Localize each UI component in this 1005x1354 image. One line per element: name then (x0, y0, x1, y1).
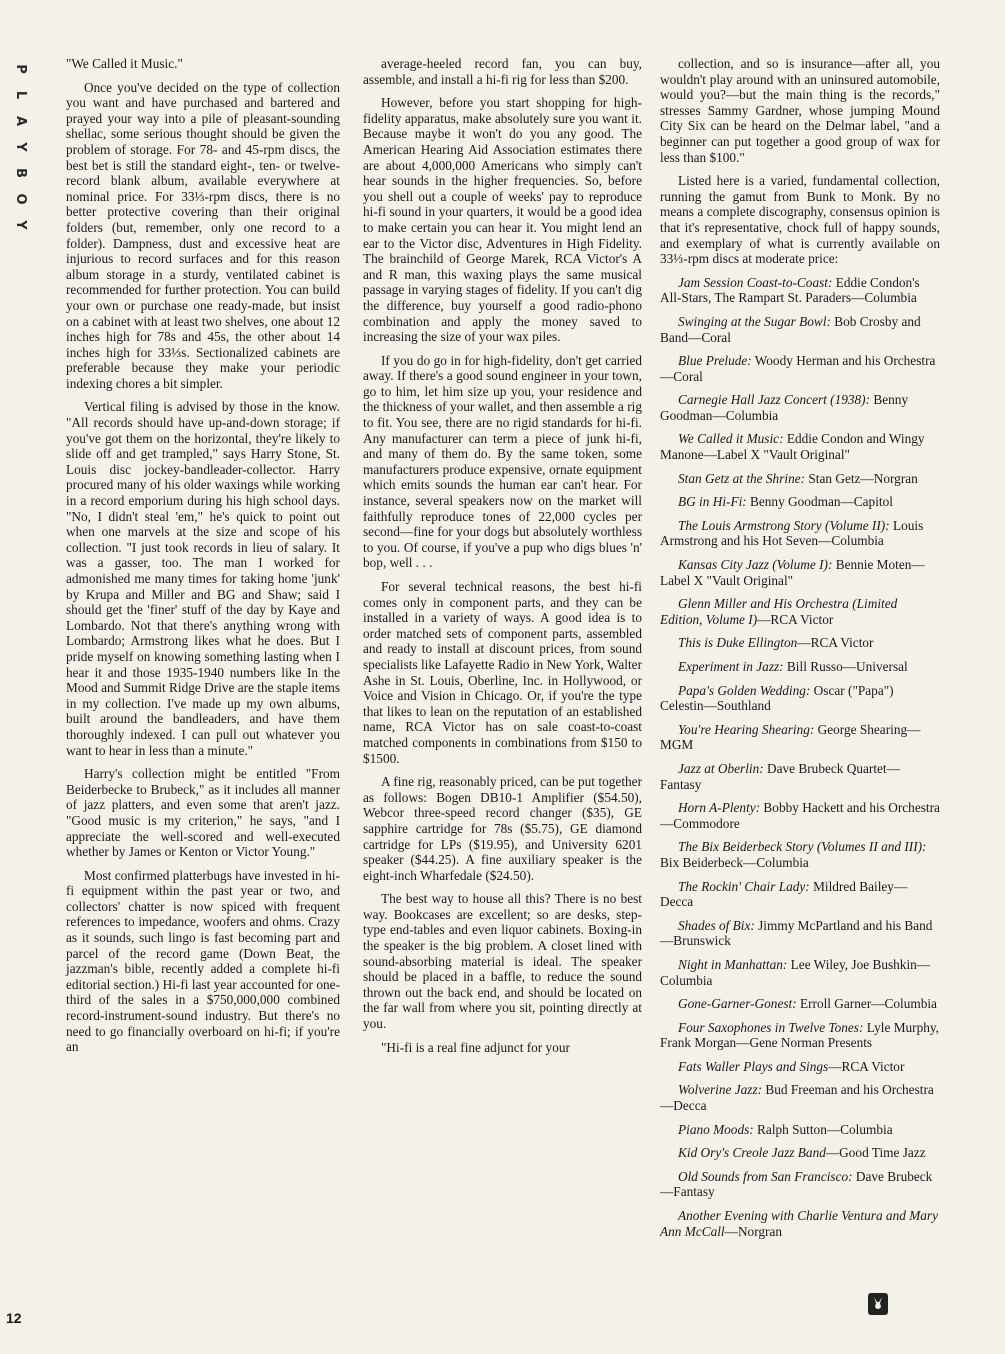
album-artist-label: Bill Russo—Universal (783, 659, 908, 674)
discography-entry (660, 431, 940, 462)
discography-entry (660, 596, 940, 627)
album-artist-label: Bob Crosby and Band—Coral (660, 313, 921, 345)
magazine-masthead-vertical (6, 56, 26, 238)
paragraph: Listed here is a varied, fundamental collection, running the gamut from Bunk to Monk. By no means a complete discography, consensus opinion is that it's representative, chock full of happy sounds, and exemplary of what is currently available on 33⅓-rpm discs at moderate price: (660, 173, 940, 267)
discography-entry (660, 494, 940, 510)
album-artist-label: Lee Wiley, Joe Bushkin—Columbia (660, 956, 931, 988)
paragraph: For several technical reasons, the best hi-fi comes only in component parts, and they can be installed in a variety of ways. A good idea is to order matched sets of component parts, assembled and ready to install at discount prices, from sound specialists like Lafayette Radio in New York, Walter Ashe in St. Louis, Oberline, Inc. in Hollywood, or Voice and Vision in Chicago. Or, if you're the type that likes to lean on the reputation of an established name, RCA Victor has on sale coast-to-coast matched components in combinations from $150 to $1500. (363, 579, 642, 766)
album-title: Another Evening with Charlie Ventura and Mary Ann McCall (660, 1208, 938, 1239)
album-artist-label: Lyle Murphy, Frank Morgan—Gene Norman Presents (660, 1019, 939, 1051)
album-title: Shades of Bix: (678, 917, 755, 933)
album-title: Jam Session Coast-to-Coast: (678, 274, 833, 290)
album-artist-label: Bennie Moten—Label X "Vault Original" (660, 557, 925, 588)
album-artist-label: —Good Time Jazz (825, 1145, 926, 1161)
album-title: Swinging at the Sugar Bowl: (678, 313, 831, 329)
album-title: Jazz at Oberlin: (678, 760, 764, 776)
paragraph: Harry's collection might be entitled "From Beiderbecke to Brubeck," as it includes all manner of jazz platters, and even some that aren't jazz. "Good music is my criterion," he says, "and I appreciate the well-scored and well-executed whether by James or Kenton or Victor Young." (66, 766, 340, 860)
masthead-letter: O (13, 193, 28, 205)
discography-entry (660, 1145, 940, 1161)
album-title: The Louis Armstrong Story (Volume II): (678, 517, 890, 533)
discography-entry (660, 957, 940, 988)
album-title: Wolverine Jazz: (678, 1082, 763, 1098)
album-artist-label: —RCA Victor (828, 1058, 905, 1074)
album-artist-label: Woody Herman and his Orchestra—Coral (660, 353, 936, 384)
album-artist-label: Eddie Condon and Wingy Manone—Label X "Vault Original" (660, 431, 925, 463)
paragraph: Once you've decided on the type of collection you want and have purchased and bartered and prayed your way into a pile of pleasant-sounding shellac, some serious thought should be given the problem of storage. For 78- and 45-rpm discs, the best bet is still the standard eight-, ten- or twelve-record blank album, available everywhere at nominal price. For 33⅓-rpm discs, there is no better protective covering than their original folders (but, remember, only one record to a folder). Dampness, dust and excessive heat are injurious to record surfaces and for this reason album storage in a sturdy, ventilated cabinet is recommended for further protection. You can build your own or purchase one ready-made, but insist on a cabinet with at least two shelves, one about 12 inches high for 78s and 45s, the other about 14 inches high for 33⅓s. Sectionalized cabinets are preferable because they make your periodic indexing chores a bit simpler. (66, 79, 340, 391)
discography-entry (660, 392, 940, 423)
masthead-letter: Y (13, 220, 28, 230)
discography-entry (660, 761, 940, 792)
discography-entry (660, 879, 940, 910)
discography-entry (660, 683, 940, 714)
album-artist-label: Bobby Hackett and his Orchestra—Commodore (660, 800, 940, 831)
discography-entry (660, 1122, 940, 1138)
masthead-letter: A (13, 115, 28, 127)
discography-entry (660, 518, 940, 549)
discography-entry (660, 918, 940, 949)
album-artist-label: Dave Brubeck Quartet—Fantasy (660, 760, 900, 792)
album-title: We Called it Music: (678, 431, 784, 447)
album-title: Kid Ory's Creole Jazz Band (678, 1145, 826, 1161)
paragraph: collection, and so is insurance—after all, you wouldn't play around with an uninsured automobile, would you?—but the main thing is the records," stresses Sammy Gardner, whose jumping Mound City Six can be heard on the Delmar label, "and a beginner can put together a good group of wax for less than $100." (660, 56, 940, 165)
album-artist-label: Benny Goodman—Capitol (746, 494, 893, 510)
page-number: 12 (6, 1310, 22, 1326)
paragraph: average-heeled record fan, you can buy, assemble, and install a hi-fi rig for less than $200. (363, 56, 642, 87)
discography-entry (660, 800, 940, 831)
article-column-2 (363, 56, 642, 1063)
album-artist-label: Bud Freeman and his Orchestra—Decca (660, 1082, 934, 1114)
album-title: Papa's Golden Wedding: (678, 682, 811, 698)
discography-entry (660, 471, 940, 487)
discography-entry (660, 635, 940, 651)
discography-entry (660, 839, 940, 870)
album-title: The Bix Beiderbeck Story (Volumes II and III): (678, 839, 927, 855)
album-artist-label: Mildred Bailey—Decca (660, 878, 908, 910)
discography-entry (660, 314, 940, 345)
paragraph: Vertical filing is advised by those in the know. "All records should have up-and-down storage; if you've got them on the horizontal, they're likely to slide off and get trampled," says Harry Stone, St. Louis disc jockey-bandleader-collector. Harry procured many of his older waxings while working in a record emporium during his high school days. "No, I didn't steal 'em," he's quick to point out when one marvels at the size and scope of his collection. "I just took records in lieu of salary. It was a gasser, too. The man I worked for admonished me many times for taking home 'junk' by Krupa and Miller and BG and Shaw; said I should get the 'finer' stuff of the day by Kaye and Lombardo. Not that there's anything wrong with Lombardo; Armstrong likes what he does. But I pride myself on knowing something lasting when I hear it and those 1935-1940 numbers like In the Mood and Summit Ridge Drive are the staple items in my collection. I've made up my own albums, built around the bandleaders, and have them thoroughly indexed. I can pull out whatever you want to hear in less than a minute." (66, 399, 341, 758)
album-artist-label: —RCA Victor (797, 635, 874, 651)
album-title: Old Sounds from San Francisco: (678, 1168, 853, 1184)
album-title: Fats Waller Plays and Sings (678, 1058, 829, 1074)
album-artist-label: Oscar ("Papa") Celestin—Southland (660, 682, 894, 714)
discography-entry (660, 1169, 940, 1200)
album-artist-label: Jimmy McPartland and his Band—Brunswick (660, 917, 933, 949)
paragraph: A fine rig, reasonably priced, can be put together as follows: Bogen DB10-1 Amplifier ($54.50), Webcor three-speed record changer ($35), GE sapphire cartridge for 78s ($5.75), GE diamond cartridge for LPs ($19.95), and University 6201 speaker ($44.25). A fine auxiliary speaker is the eight-inch Wharfedale ($24.50). (363, 774, 642, 883)
album-artist-label: Bix Beiderbeck—Columbia (660, 854, 809, 870)
album-artist-label: George Shearing—MGM (660, 721, 921, 753)
masthead-letter: B (13, 168, 28, 178)
album-artist-label: Erroll Garner—Columbia (796, 996, 937, 1012)
album-artist-label: Dave Brubeck—Fantasy (660, 1168, 933, 1200)
discography-entry (660, 275, 940, 306)
album-title: Night in Manhattan: (678, 956, 788, 972)
discography-entry (660, 1020, 940, 1051)
album-artist-label: Eddie Condon's All-Stars, The Rampart St. Paraders—Columbia (660, 274, 920, 306)
album-artist-label: —RCA Victor (757, 611, 834, 627)
paragraph: Most confirmed platterbugs have invested in hi-fi equipment within the past year or two, and collectors' chatter is now spiced with frequent references to impedance, woofers and ohms. Crazy as it sounds, such lingo is fast becoming part and parcel of the record game (Down Beat, the jazzman's bible, recently added a complete hi-fi editorial section.) Hi-fi last year accounted for one-third of the sales in a $750,000,000 combined record-instrument-sound industry. But there's no need to go financially overboard on hi-fi; if you're an (66, 867, 340, 1055)
discography-entry (660, 353, 940, 384)
paragraph: However, before you start shopping for high-fidelity apparatus, make absolutely sure you want it. Because maybe it won't do you any good. The American Hearing Aid Association estimates there are about 4,000,000 Americans who simply can't hear sounds in the higher frequencies. So, before you shell out a couple of weeks' pay to reproduce hi-fi sound in your quarters, it would be a good idea to make certain you can hear it. You might lend an ear to the Victor disc, Adventures in High Fidelity. The brainchild of George Marek, RCA Victor's A and R man, this waxing plays the same musical passage in varying stages of fidelity. If you can't dig the difference, buy yourself a good radio-phono combination and apply the money saved to increasing the size of your wax piles. (363, 95, 642, 345)
masthead-letter: L (13, 90, 28, 100)
masthead-letter: Y (13, 142, 28, 152)
album-title: Experiment in Jazz: (678, 659, 784, 674)
article-column-3 (660, 56, 940, 1247)
discography-entry (660, 659, 940, 675)
album-title: This is Duke Ellington (678, 635, 798, 651)
discography-entry (660, 557, 940, 588)
album-title: Four Saxophones in Twelve Tones: (678, 1019, 864, 1035)
album-title: Stan Getz at the Shrine: (678, 470, 806, 486)
album-artist-label: Benny Goodman—Columbia (660, 392, 909, 423)
masthead-letter: P (13, 64, 28, 74)
album-title: Kansas City Jazz (Volume I): (678, 557, 833, 573)
album-artist-label: Ralph Sutton—Columbia (753, 1121, 893, 1137)
album-artist-label: Stan Getz—Norgran (805, 470, 918, 486)
album-title: Piano Moods: (678, 1121, 754, 1137)
paragraph: "Hi-fi is a real fine adjunct for your (381, 1039, 570, 1055)
playboy-bunny-end-mark-icon (868, 1293, 888, 1315)
discography-entry (660, 996, 940, 1012)
album-title: You're Hearing Shearing: (678, 721, 815, 737)
album-title: Glenn Miller and His Orchestra (Limited Edition, Volume I) (660, 596, 898, 627)
album-title: Gone-Garner-Gonest: (678, 996, 797, 1012)
discography-entry (660, 1208, 940, 1239)
discography-entry (660, 722, 940, 753)
album-title: Blue Prelude: (678, 353, 752, 369)
paragraph: "We Called it Music." (66, 56, 183, 71)
article-column-1 (66, 56, 340, 1063)
paragraph: If you do go in for high-fidelity, don't get carried away. If there's a good sound engineer in your town, go to him, let him size up you, your residence and the thickness of your wallet, and then assemble a rig to fit. You see, there are no rigid standards for hi-fi. Any manufacturer can term a piece of junk hi-fi, and many of them do. By the same token, some manufacturers produce expensive, ornate equipment which emits sounds the human ear can't hear. For instance, several speakers now on the market will faithfully reproduce tones of 22,000 cycles per second—fine for your dogs but absolutely worthless to you. Of course, if you've a pup who digs blues 'n' bop, well . . . (363, 352, 642, 571)
album-title: Horn A-Plenty: (678, 800, 761, 816)
album-title: The Rockin' Chair Lady: (678, 878, 810, 894)
discography-entry (660, 1059, 940, 1075)
album-artist-label: Louis Armstrong and his Hot Seven—Columbia (660, 517, 924, 549)
album-artist-label: —Norgran (724, 1223, 783, 1239)
discography-entry (660, 1082, 940, 1113)
album-title: Carnegie Hall Jazz Concert (1938): (678, 392, 871, 408)
album-title: BG in Hi-Fi: (678, 494, 747, 510)
paragraph: The best way to house all this? There is no best way. Bookcases are excellent; so are desks, step-type end-tables and even liquor cabinets. Boxing-in the speaker is the big problem. A closet lined with sound-absorbing material is ideal. The speaker should be placed in a baffle, to reduce the sound thrown out the back end, and should be located on the far wall from where you sit, pointing directly at you. (363, 891, 642, 1032)
discography-list (660, 275, 940, 1240)
